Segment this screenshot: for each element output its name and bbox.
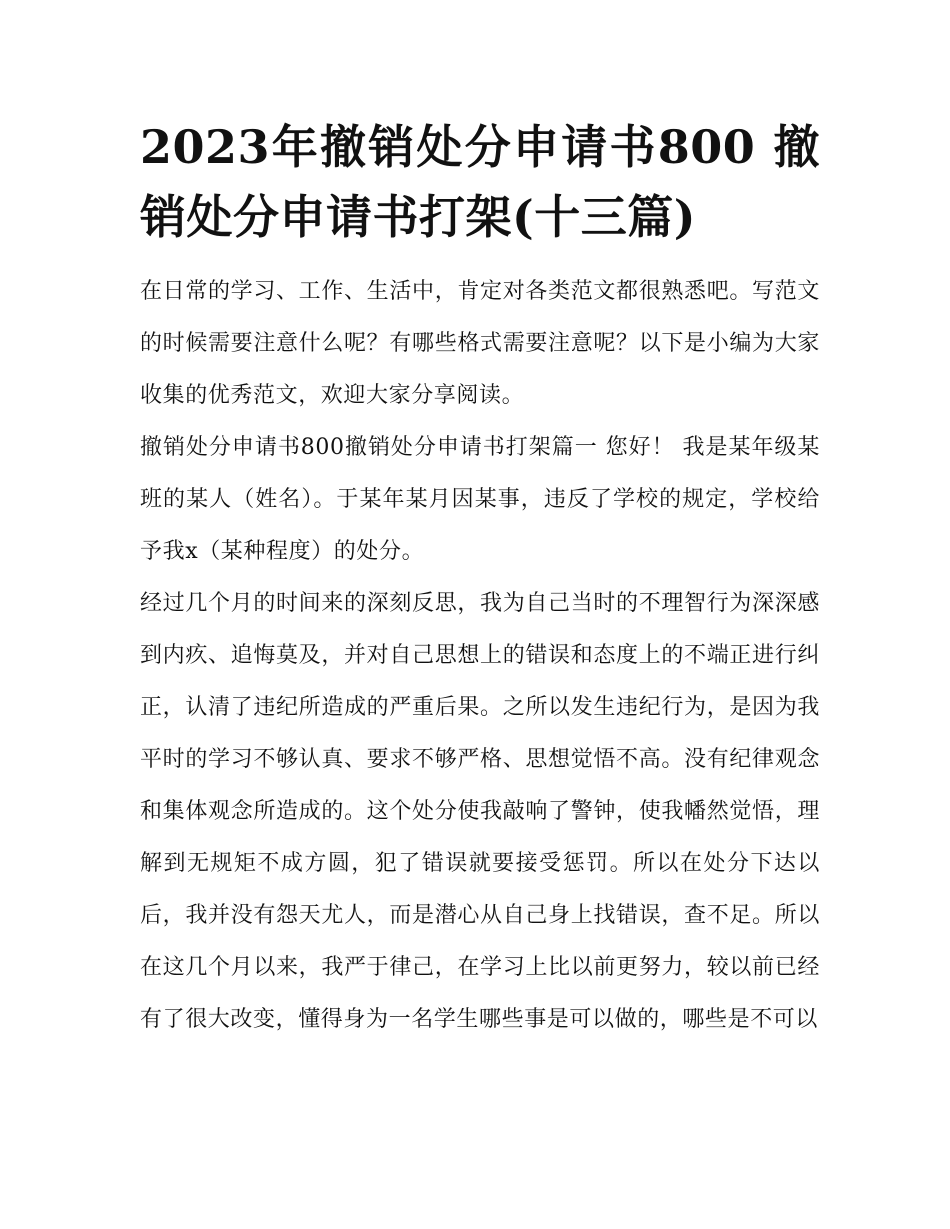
letter-opening-paragraph: 撤销处分申请书800撤销处分申请书打架篇一 您好！ 我是某年级某班的某人（姓名）。于某年某月因某事，违反了学校的规定，学校给予我x（某种程度）的处分。 bbox=[140, 435, 820, 564]
reflection-paragraph: 经过几个月的时间来的深刻反思，我为自己当时的不理智行为深深感到内疚、追悔莫及，并对自己思想上的错误和态度上的不端正进行纠正，认清了违纪所造成的严重后果。之所以发生违纪行为，是因为我平时的学习不够认真、要求不够严格、思想觉悟不高。没有纪律观念和集体观念所造成的。这个处分使我敲响了警钟，使我幡然觉悟，理解到无规矩不成方圆，犯了错误就要接受惩罚。所以在处分下达以后，我并没有怨天尤人，而是潜心从自己身上找错误，查不足。所以在这几个月以来，我严于律己，在学习上比以前更努力，较以前已经有了很大改变，懂得身为一名学生哪些事是可以做的，哪些是不可以 bbox=[140, 591, 820, 1032]
document-page bbox=[140, 112, 820, 1046]
intro-paragraph: 在日常的学习、工作、生活中，肯定对各类范文都很熟悉吧。写范文的时候需要注意什么呢？有哪些格式需要注意呢？以下是小编为大家收集的优秀范文，欢迎大家分享阅读。 bbox=[140, 279, 820, 408]
document-title: 2023年撤销处分申请书800 撤销处分申请书打架(十三篇) bbox=[140, 120, 820, 244]
